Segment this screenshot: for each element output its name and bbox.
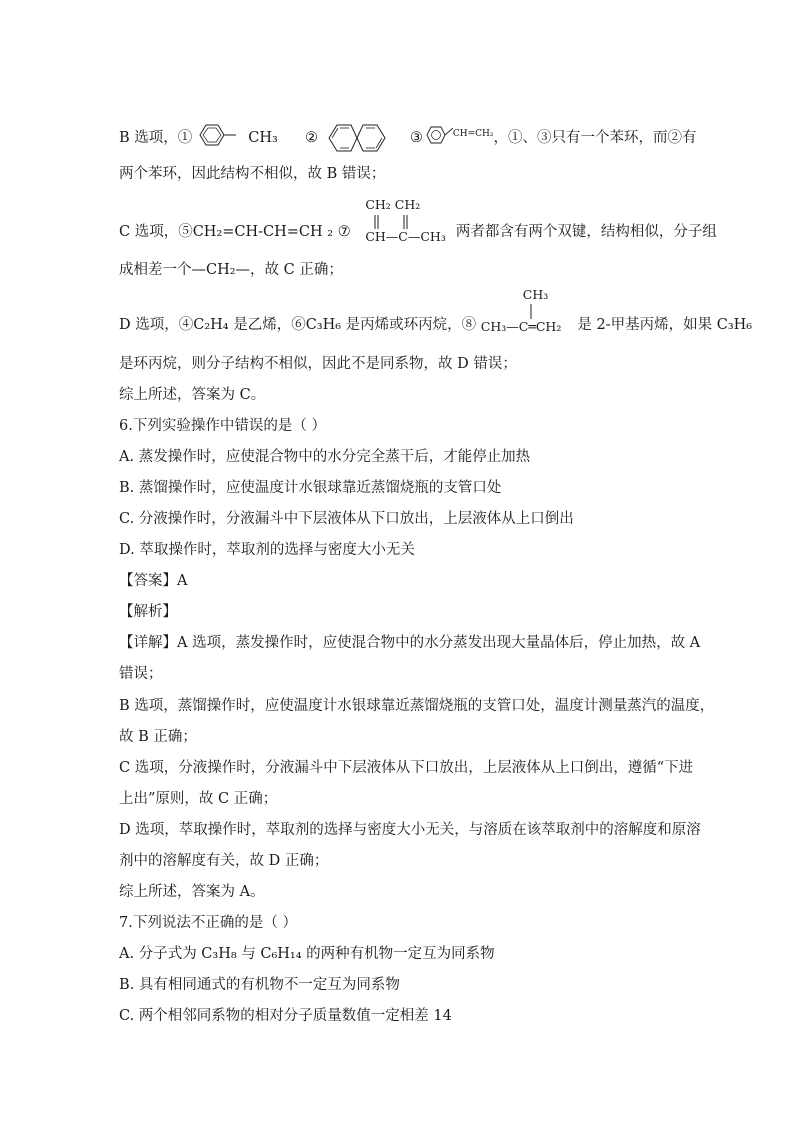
q5-c-suffix: 两者都含有两个双键，结构相似，分子组 — [455, 224, 717, 240]
q5-option-c-line — [119, 197, 717, 252]
q6-option-c: C. 分液操作时，分液漏斗中下层液体从下口放出，上层液体从上口倒出 — [119, 511, 574, 527]
q5-c-prefix: C 选项，⑤CH₂=CH-CH=CH ₂ ⑦ — [119, 224, 351, 240]
q5-b-prefix: B 选项，① — [119, 130, 193, 146]
styrene-group: CH=CH₂ — [452, 129, 494, 139]
q5-d-suffix: 是 2-甲基丙烯，如果 C₃H₆ — [577, 317, 753, 333]
q7-option-a: A. 分子式为 C₃H₈ 与 C₆H₁₄ 的两种有机物一定互为同系物 — [119, 946, 495, 962]
q5-c-line2: 成相差一个—CH₂—，故 C 正确； — [119, 262, 343, 278]
isobutene-top: CH₃ — [522, 287, 549, 302]
q7-stem: 7.下列说法不正确的是（ ） — [119, 915, 297, 931]
q5-b-suffix: ，①、③只有一个苯环，而②有 — [493, 130, 697, 146]
q6-option-a: A. 蒸发操作时，应使混合物中的水分完全蒸干后，才能停止加热 — [119, 449, 531, 465]
q5-m3-label: ③ — [409, 130, 423, 146]
q6-answer: 【答案】A — [119, 573, 188, 589]
q6-detail-b1: B 选项，蒸馏操作时，应使温度计水银球靠近蒸馏烧瓶的支管口处，温度计测量蒸汽的温度， — [119, 698, 715, 714]
q6-detail-d2: 剂中的溶解度有关，故 D 正确； — [119, 853, 329, 869]
diene-bottom: CH—C—CH₃ — [365, 229, 446, 244]
q5-m2-label: ② — [305, 130, 319, 146]
q5-d-prefix: D 选项，④C₂H₄ 是乙烯，⑥C₃H₆ 是丙烯或环丙烷，⑧ — [119, 317, 477, 333]
q6-option-d: D. 萃取操作时，萃取剂的选择与密度大小无关 — [119, 542, 415, 558]
styrene-structure — [423, 122, 453, 154]
q6-analysis-label: 【解析】 — [119, 604, 177, 620]
q6-detail-a2: 错误； — [119, 666, 163, 682]
q6-detail-c2: 上出”原则，故 C 正确； — [119, 791, 278, 807]
q5-summary: 综上所述，答案为 C。 — [119, 387, 266, 403]
q6-stem: 6.下列实验操作中错误的是（ ） — [119, 418, 326, 434]
q6-detail-a1: 【详解】A 选项，蒸发操作时，应使混合物中的水分蒸发出现大量晶体后，停止加热，故 A — [119, 635, 701, 651]
naphthalene-structure — [323, 116, 391, 160]
q6-detail-b2: 故 B 正确； — [119, 729, 197, 745]
diene-structure — [361, 197, 446, 252]
q7-option-c: C. 两个相邻同系物的相对分子质量数值一定相差 14 — [119, 1008, 452, 1024]
q5-d-line2: 是环丙烷，则分子结构不相似，因此不是同系物，故 D 错误； — [119, 356, 517, 372]
q7-option-b: B. 具有相同通式的有机物不一定互为同系物 — [119, 977, 400, 993]
toluene-structure — [192, 120, 248, 156]
diene-top: CH₂ CH₂ — [365, 197, 421, 212]
toluene-group: CH₃ — [248, 130, 278, 146]
isobutene-bottom: CH₃—C═CH₂ — [480, 319, 562, 334]
q5-option-b-line — [119, 116, 697, 160]
q5-option-d-line — [119, 287, 753, 342]
q6-detail-c1: C 选项，分液操作时，分液漏斗中下层液体从下口放出，上层液体从上口倒出，遵循“下进 — [119, 760, 694, 776]
q5-b-line2: 两个苯环，因此结构不相似，故 B 错误； — [119, 166, 386, 182]
q6-summary: 综上所述，答案为 A。 — [119, 884, 265, 900]
isobutene-structure — [480, 287, 573, 342]
q6-option-b: B. 蒸馏操作时，应使温度计水银球靠近蒸馏烧瓶的支管口处 — [119, 480, 502, 496]
q6-detail-d1: D 选项，萃取操作时，萃取剂的选择与密度大小无关，与溶质在该萃取剂中的溶解度和原溶 — [119, 822, 701, 838]
